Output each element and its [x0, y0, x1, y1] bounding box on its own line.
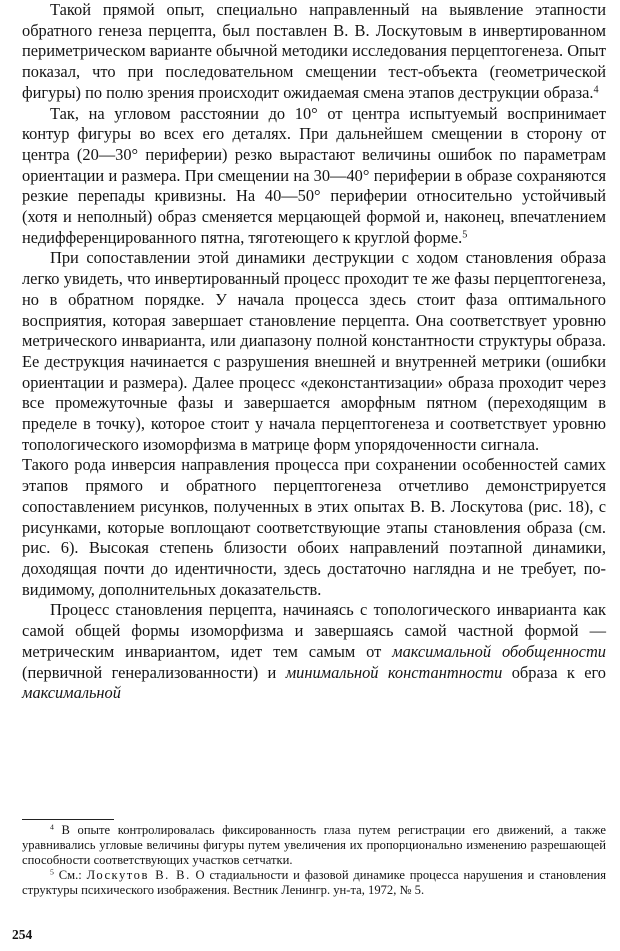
paragraph-5-emphasis-a: максимальной обобщенности — [392, 641, 606, 661]
paragraph-5-emphasis-b: минимальной константности — [285, 662, 503, 682]
paragraph-3-text: При сопоставлении этой динамики деструкции с ходом становления образа легко увидеть, что инвертированный процесс проходит те же фазы перцептогенеза, но в обратном порядке. У начала процесса здесь стоит фаза оптимального восприятия, которая завершает становление перцепта. Она соответствует уровню метрического инварианта, или диапазону полной константности структуры образа. Ее деструкция начинается с разрушения внешней и внутренней метрики (ошибки ориентации и размера). Далее процесс «деконстантизации» образа проходит через все промежуточные фазы и завершается аморфным пятном (переходящим в пределе в точку), которое стоит у начала перцептогенеза и соответствует уровню топологического изоморфизма в матрице форм упорядоченности сигнала. — [22, 248, 606, 454]
page-number: 254 — [12, 927, 33, 942]
paragraph-5-text-a: Процесс становления перцепта, начинаясь с топологического инварианта как самой общей формы изоморфизма и завершаясь самой частной формой — метрическим инвариантом, идет тем самым от — [22, 600, 606, 661]
footnote-5-author: Лоскутов В. В. — [86, 867, 191, 882]
paragraph-2 — [22, 104, 606, 249]
footnote-5 — [22, 868, 606, 898]
footnote-5-prefix: См.: — [58, 867, 87, 882]
paragraph-4-text: Такого рода инверсия направления процесса при сохранении особенностей самих этапов прямого и обратного перцептогенеза отчетливо демонстрируется сопоставлением рисунков, полученных в этих опытах В. В. Лоскутова (рис. 18), с рисунками, которые воплощают соответствующие этапы становления образа (см. рис. 6). Высокая степень близости обоих направлений поэтапной динамики, доходящая почти до идентичности, здесь достаточно наглядна и не требует, по-видимому, дополнительных доказательств. — [22, 455, 606, 599]
paragraph-5-text-c: образа к его — [502, 662, 607, 682]
footnote-separator — [22, 819, 114, 820]
body-text — [22, 0, 606, 704]
paragraph-4 — [22, 455, 606, 600]
footnote-4 — [22, 823, 606, 868]
paragraph-5 — [22, 600, 606, 704]
paragraph-5-emphasis-c: максимальной — [22, 683, 121, 703]
footnote-ref-4: 4 — [593, 84, 599, 96]
paragraph-5-text-b: (первичной генерализованности) и — [22, 662, 286, 682]
footnote-4-mark: 4 — [50, 822, 54, 832]
paragraph-1-text: Такой прямой опыт, специально направленный на выявление этапности обратного генеза перцепта, был поставлен В. В. Лоскутовым в инвертированном периметрическом варианте обычной методики исследования перцептогенеза. Опыт показал, что при последовательном смещении тест-объекта (геометрической фигуры) по полю зрения происходит ожидаемая смена этапов деструкции образа. — [22, 0, 606, 102]
footnote-5-mark: 5 — [50, 867, 54, 877]
footnotes — [22, 823, 606, 898]
paragraph-1 — [22, 0, 606, 104]
footnote-5-text: О стадиальности и фазовой динамике процесса нарушения и становления структуры психического изображения. Вестник Ленингр. ун-та, 1972, № 5. — [22, 867, 607, 897]
paragraph-2-text: Так, на угловом расстоянии до 10° от центра испытуемый воспринимает контур фигуры во всех его деталях. При дальнейшем смещении в сторону от центра (20—30° периферии) резко вырастают величины ошибок по параметрам ориентации и размера. При смещении на 30—40° периферии в образе сохраняются резкие перепады кривизны. На 40—50° периферии относительно устойчивый (хотя и неполный) образ сменяется мерцающей формой и, наконец, впечатлением недифференцированного пятна, тяготеющего к круглой форме. — [22, 103, 606, 247]
footnote-4-text: В опыте контролировалась фиксированность глаза путем регистрации его движений, а также уравнивались угловые величины фигуры путем увеличения их пропорционально изменению разрешающей способности соответствующих участков сетчатки. — [22, 823, 606, 867]
footnote-ref-5: 5 — [462, 229, 468, 241]
paragraph-3 — [22, 248, 606, 455]
